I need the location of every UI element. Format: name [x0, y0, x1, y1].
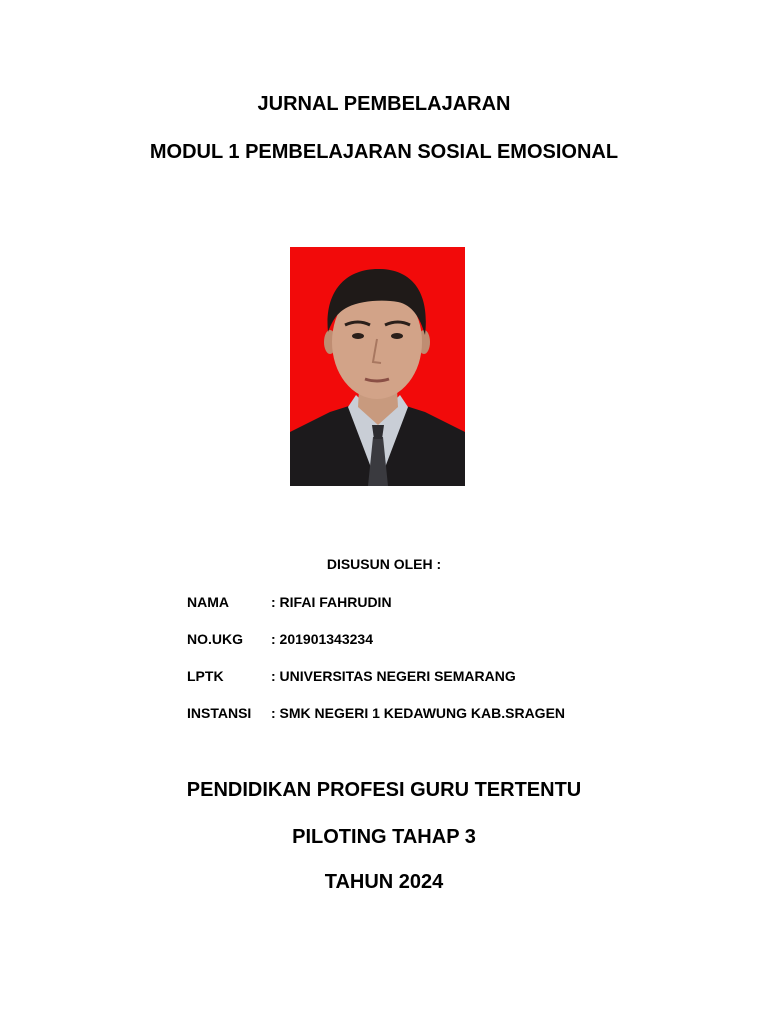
program-title: PENDIDIKAN PROFESI GURU TERTENTU [186, 779, 582, 801]
info-label: LPTK [187, 668, 224, 684]
info-value: : UNIVERSITAS NEGERI SEMARANG [271, 668, 516, 684]
year-title: TAHUN 2024 [324, 871, 444, 893]
info-row-lptk [187, 668, 516, 684]
info-value: : 201901343234 [271, 631, 373, 647]
info-label: NAMA [187, 594, 229, 610]
info-row-ukg [187, 631, 373, 647]
info-row-name [187, 594, 392, 610]
info-value: : RIFAI FAHRUDIN [271, 594, 392, 610]
author-photo [290, 247, 465, 486]
info-label: INSTANSI [187, 705, 252, 721]
document-subtitle: MODUL 1 PEMBELAJARAN SOSIAL EMOSIONAL [149, 141, 619, 163]
info-row-institution [187, 705, 565, 721]
info-value: : SMK NEGERI 1 KEDAWUNG KAB.SRAGEN [271, 705, 566, 721]
document-title: JURNAL PEMBELAJARAN [257, 93, 511, 115]
composed-by-heading: DISUSUN OLEH : [326, 556, 442, 572]
phase-title: PILOTING TAHAP 3 [292, 826, 476, 848]
info-label: NO.UKG [187, 631, 243, 647]
